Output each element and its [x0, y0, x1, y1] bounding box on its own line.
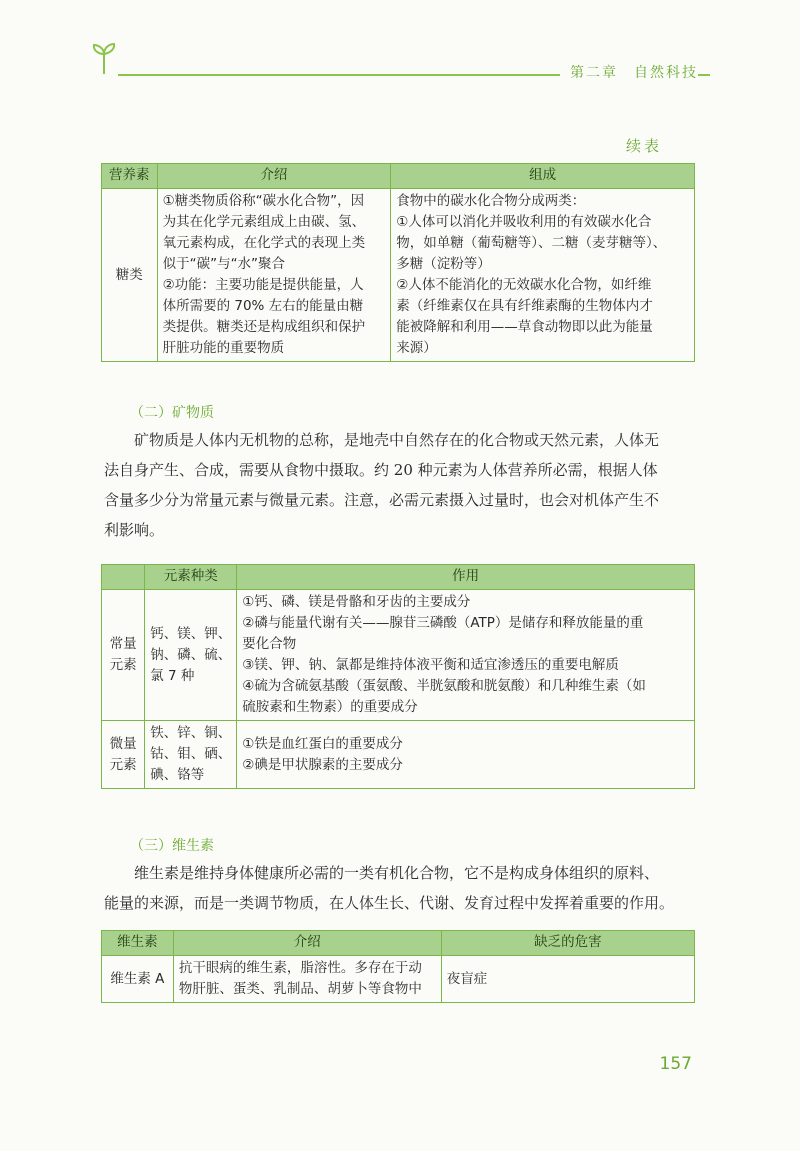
text-line: ①人体可以消化并吸收利用的有效碳水化合: [396, 214, 652, 230]
minerals-table: [101, 564, 695, 789]
header-intro: 介绍: [173, 931, 441, 956]
header-nutrient: 营养素: [102, 164, 158, 189]
text-line: 为其在化学元素组成上由碳、氢、: [162, 214, 366, 230]
text-line: 体所需要的 70% 左右的能量由糖: [162, 298, 364, 314]
text-line: 食物中的碳水化合物分成两类：: [396, 193, 586, 209]
text-line: 微量: [109, 735, 137, 752]
text-line: 维生素是维持身体健康所必需的一类有机化合物，它不是构成身体组织的原料、: [104, 864, 660, 882]
text-line: 素（纤维素仅在具有纤维素酶的生物体内才: [396, 298, 653, 314]
sugar-table: [101, 163, 695, 362]
text-line: ①糖类物质俗称“碳水化合物”，因: [162, 193, 365, 209]
table-row: [102, 721, 695, 789]
text-line: 法自身产生、合成，需要从食物中摄取。约 20 种元素为人体营养所必需，根据人体: [104, 461, 658, 479]
table-row: [102, 189, 695, 362]
header-element-type: 元素种类: [145, 565, 237, 590]
trace-function-cell: [237, 721, 695, 789]
text-line: 类提供。糖类还是构成组织和保护: [162, 319, 366, 335]
text-line: 来源）: [396, 340, 437, 356]
text-line: ②磷与能量代谢有关——腺苷三磷酸（ATP）是储存和释放能量的重: [242, 615, 644, 631]
category-trace: [102, 721, 145, 789]
text-line: 氧元素构成，在化学式的表现上类: [162, 235, 366, 251]
header-blank: [102, 565, 145, 590]
table-header-row: [102, 931, 695, 956]
header-intro: 介绍: [157, 164, 391, 189]
text-line: ④硫为含硫氨基酸（蛋氨酸、半胱氨酸和胱氨酸）和几种维生素（如: [242, 678, 646, 694]
chapter-title: 第二章 自然科技: [560, 62, 698, 82]
section-heading-vitamins: （三）维生素: [130, 838, 214, 854]
trace-elements-cell: [145, 721, 237, 789]
header-vitamin: 维生素: [102, 931, 174, 956]
page-header: [90, 40, 710, 80]
text-line: ①铁是血红蛋白的重要成分: [242, 735, 403, 752]
text-line: ②碘是甲状腺素的主要成分: [242, 756, 403, 773]
text-line: 能被降解和利用——草食动物即以此为能量: [396, 319, 653, 335]
text-line: 硫胺素和生物素）的重要成分: [242, 699, 418, 715]
header-composition: 组成: [391, 164, 695, 189]
macro-elements-cell: [145, 590, 237, 721]
text-line: 肝脏功能的重要物质: [162, 340, 285, 356]
text-line: 钴、钼、硒、: [150, 746, 232, 762]
text-line: 多糖（淀粉等）: [396, 256, 491, 272]
table-header-row: [102, 164, 695, 189]
text-line: 物，如单糖（葡萄糖等）、二糖（麦芽糖等）、: [396, 235, 667, 251]
text-line: 常量: [109, 636, 137, 652]
section-heading-minerals: （二）矿物质: [130, 405, 214, 421]
text-line: 元素: [109, 756, 137, 773]
sugar-composition-cell: [391, 189, 695, 362]
macro-function-cell: [237, 590, 695, 721]
row-label-sugar: 糖类: [102, 189, 158, 362]
minerals-paragraph: [104, 425, 696, 545]
text-line: 氯 7 种: [150, 667, 195, 684]
header-function: 作用: [237, 565, 695, 590]
text-line: ③镁、钾、钠、氯都是维持体液平衡和适宜渗透压的重要电解质: [242, 657, 619, 673]
text-line: 要化合物: [242, 636, 297, 652]
text-line: 物肝脏、蛋类、乳制品、胡萝卜等食物中: [178, 981, 422, 997]
continued-label: 续表: [625, 137, 662, 155]
category-macro: [102, 590, 145, 721]
text-line: 元素: [109, 657, 137, 673]
sprout-icon: [90, 40, 120, 76]
text-line: ①钙、磷、镁是骨骼和牙齿的主要成分: [242, 594, 471, 610]
page-number: 157: [659, 1054, 692, 1074]
text-line: 利影响。: [104, 521, 165, 539]
text-line: ②功能：主要功能是提供能量，人: [162, 277, 364, 293]
text-line: 钙、镁、钾、: [150, 625, 232, 642]
text-line: 含量多少分为常量元素与微量元素。注意，必需元素摄入过量时，也会对机体产生不: [104, 491, 660, 509]
vitamins-paragraph: [104, 858, 696, 918]
vitamin-name: 维生素 A: [102, 956, 174, 1003]
header-deficiency: 缺乏的危害: [441, 931, 694, 956]
vitamins-table: [101, 930, 695, 1003]
text-line: 钠、磷、硫、: [150, 646, 232, 663]
text-line: ②人体不能消化的无效碳水化合物，如纤维: [396, 277, 652, 293]
sugar-intro-cell: [157, 189, 391, 362]
table-header-row: [102, 565, 695, 590]
table-row: [102, 590, 695, 721]
vitamin-intro-cell: [173, 956, 441, 1003]
table-row: [102, 956, 695, 1003]
text-line: 抗干眼病的维生素，脂溶性。多存在于动: [178, 960, 422, 976]
text-line: 能量的来源，而是一类调节物质，在人体生长、代谢、发育过程中发挥着重要的作用。: [104, 894, 675, 912]
text-line: 铁、锌、铜、: [150, 725, 232, 741]
text-line: 碘、铬等: [150, 767, 205, 783]
vitamin-deficiency: 夜盲症: [441, 956, 694, 1003]
text-line: 矿物质是人体内无机物的总称，是地壳中自然存在的化合物或天然元素，人体无: [104, 431, 660, 449]
text-line: 似于“碳”与“水”聚合: [162, 256, 286, 272]
